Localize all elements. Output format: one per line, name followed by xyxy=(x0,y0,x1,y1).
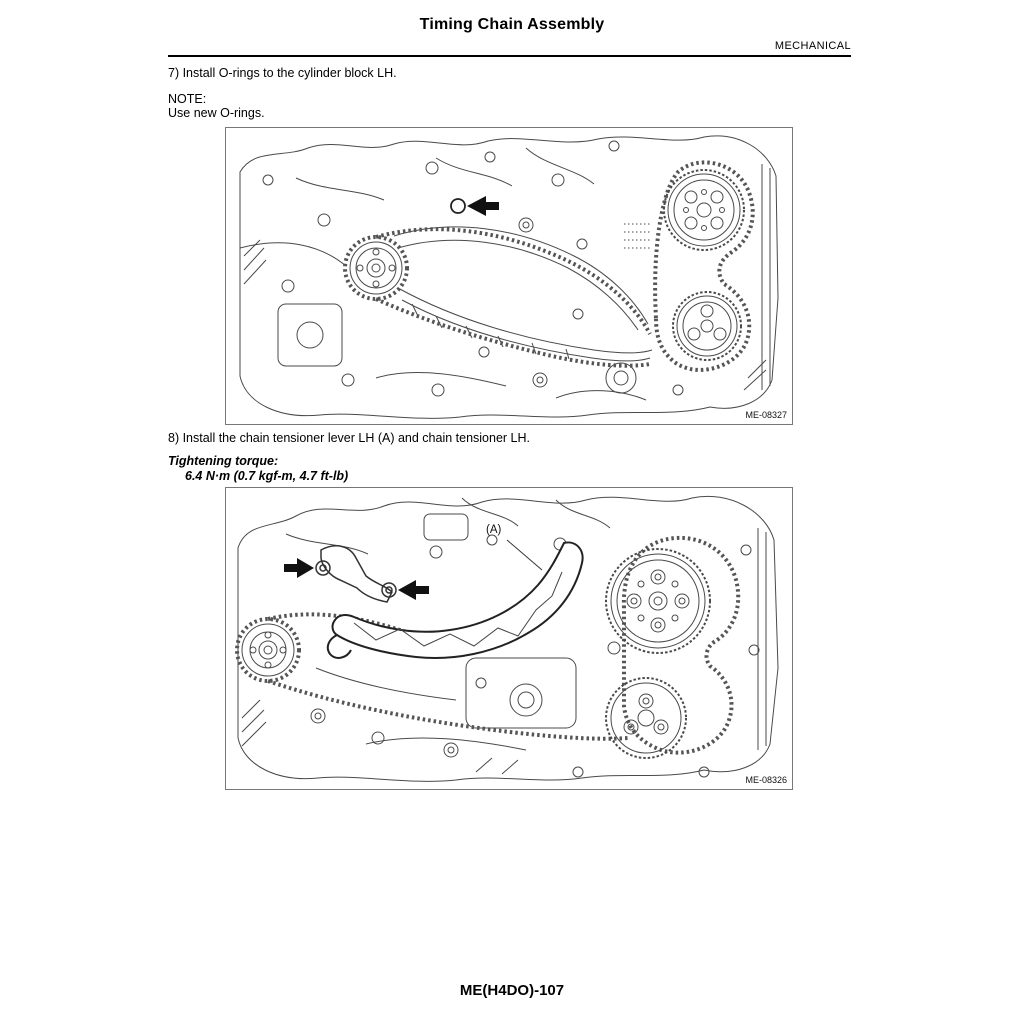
page-number: ME(H4DO)-107 xyxy=(459,982,565,999)
step-8-text: 8) Install the chain tensioner lever LH (A) and chain tensioner LH. xyxy=(168,431,530,445)
tensioner-lever xyxy=(328,542,583,658)
torque-value: 6.4 N·m (0.7 kgf-m, 4.7 ft-lb) xyxy=(185,469,349,483)
figure-me-08327 xyxy=(225,127,793,425)
bolt-arrow-left-icon xyxy=(398,580,429,600)
engine-diagram-orings xyxy=(226,128,792,424)
label-a: (A) xyxy=(486,524,502,536)
tensioner-bracket xyxy=(316,546,396,602)
note-text: Use new O-rings. xyxy=(168,106,265,120)
section-label: MECHANICAL xyxy=(774,40,851,52)
figure-id-me-08327: ME-08327 xyxy=(745,410,787,420)
timing-chain xyxy=(345,162,753,370)
cam-gear xyxy=(606,549,710,653)
engine-diagram-tensioner xyxy=(226,488,792,789)
bolt-arrow-right-icon xyxy=(284,558,314,578)
page-title: Timing Chain Assembly xyxy=(419,16,605,33)
torque-label: Tightening torque: xyxy=(168,454,279,468)
label-a-leader xyxy=(507,540,542,570)
cam-sprockets xyxy=(664,170,744,360)
note-label: NOTE: xyxy=(168,92,207,106)
figure-id-me-08326: ME-08326 xyxy=(745,775,787,785)
idler-gear xyxy=(606,678,686,758)
crank-sprocket xyxy=(350,242,402,294)
step-7-text: 7) Install O-rings to the cylinder block LH. xyxy=(168,66,397,80)
o-ring-arrow-icon xyxy=(467,196,499,216)
figure-me-08326 xyxy=(225,487,793,790)
header-rule xyxy=(168,55,851,57)
crank-sprocket xyxy=(242,624,294,676)
o-ring xyxy=(451,199,465,213)
